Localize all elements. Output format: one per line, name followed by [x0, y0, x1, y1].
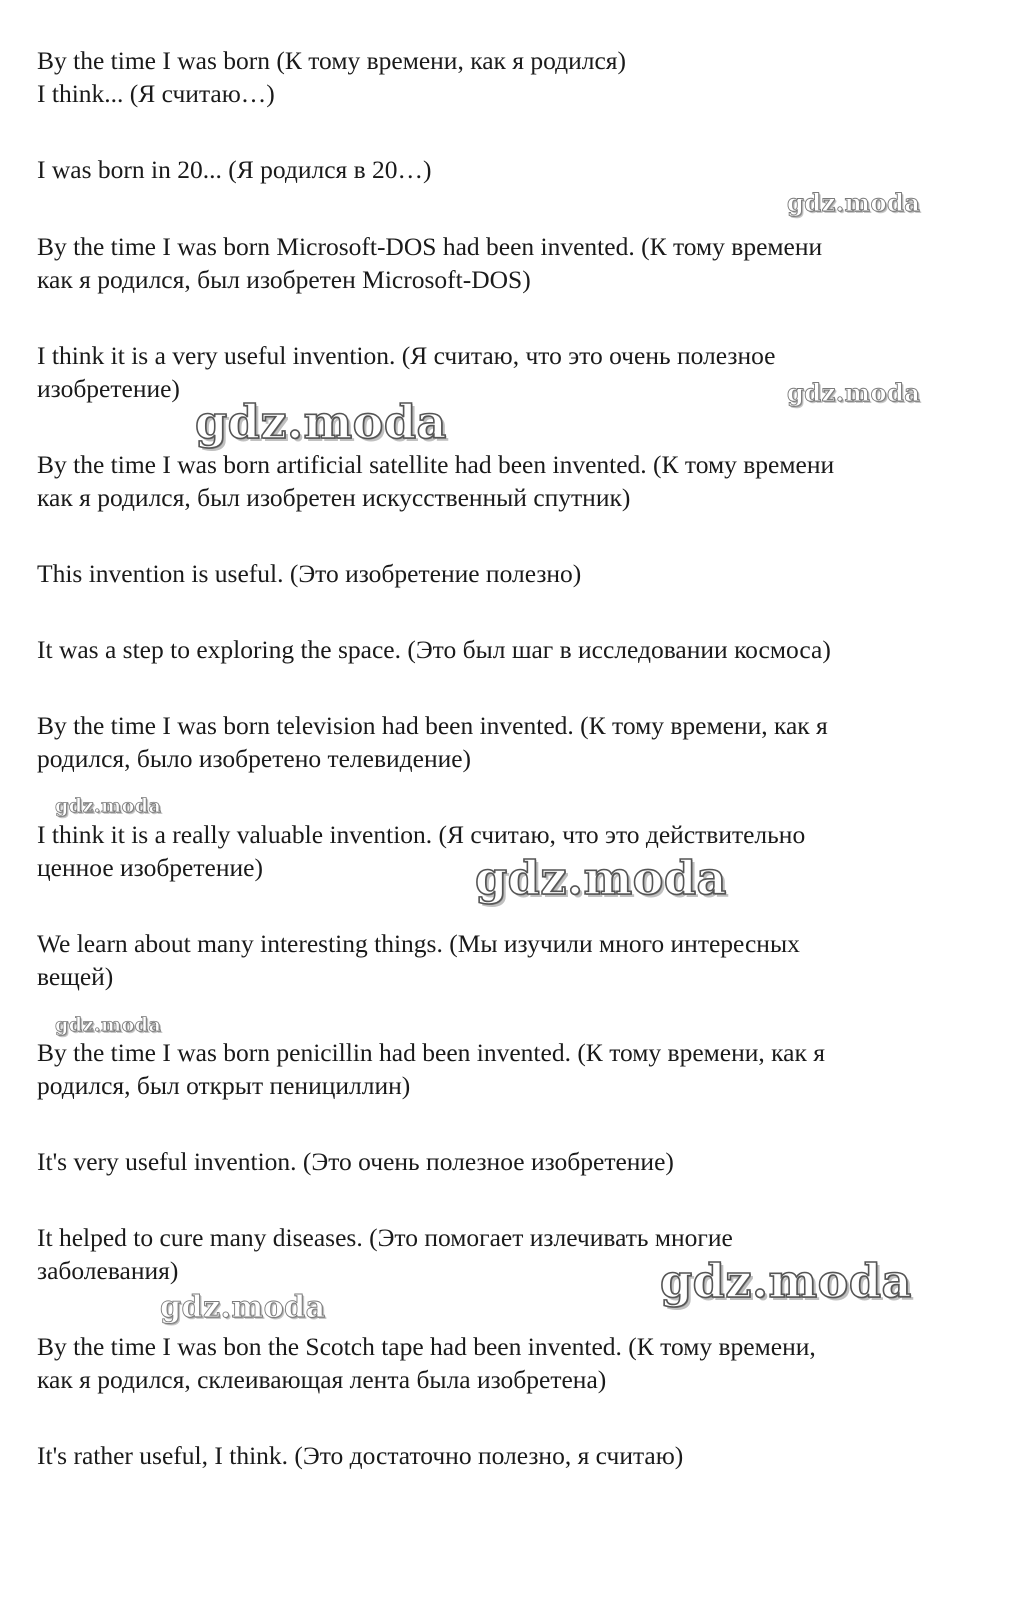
paragraph-line: как я родился, был изобретен Microsoft-DOS) — [37, 264, 531, 294]
paragraph-line: By the time I was born Microsoft-DOS had been invented. (К тому времени — [37, 232, 823, 261]
paragraph-line: It was a step to exploring the space. (Это был шаг в исследовании космоса) — [37, 635, 831, 664]
paragraph-line: родился, было изобретено телевидение) — [37, 743, 472, 773]
paragraph-line: как я родился, был изобретен искусственный спутник) — [37, 482, 631, 512]
paragraph-line: вещей) — [37, 961, 114, 991]
paragraph-line: I think it is a really valuable invention. (Я считаю, что это действительно — [37, 820, 806, 849]
paragraph-line: By the time I was born television had been invented. (К тому времени, как я — [37, 711, 828, 740]
watermark: gdz.moda — [55, 1014, 162, 1036]
paragraph-7 — [37, 634, 947, 667]
paragraph-line: как я родился, склеивающая лента была изобретена) — [37, 1364, 607, 1394]
paragraph-line: родился, был открыт пенициллин) — [37, 1070, 411, 1100]
paragraph-line: By the time I was born (К тому времени, как я родился) — [37, 46, 627, 75]
paragraph-line: By the time I was born artificial satellite had been invented. (К тому времени — [37, 450, 835, 479]
paragraph-11 — [37, 1037, 947, 1102]
paragraph-14 — [37, 1331, 947, 1396]
watermark: gdz.moda — [787, 378, 921, 407]
watermark: gdz.moda — [660, 1254, 912, 1308]
paragraph-5 — [37, 449, 947, 514]
paragraph-line: I was born in 20... (Я родился в 20…) — [37, 155, 432, 184]
paragraph-10 — [37, 928, 947, 993]
watermark: gdz.moda — [195, 395, 447, 449]
paragraph-line: I think it is a very useful invention. (Я считаю, что это очень полезное — [37, 341, 776, 370]
paragraph-line: изобретение) — [37, 373, 180, 403]
paragraph-line: It's very useful invention. (Это очень полезное изобретение) — [37, 1147, 674, 1176]
paragraph-15 — [37, 1440, 947, 1473]
paragraph-line: заболевания) — [37, 1255, 179, 1285]
watermark: gdz.moda — [160, 1290, 326, 1325]
paragraph-line: This invention is useful. (Это изобретение полезно) — [37, 559, 582, 588]
watermark: gdz.moda — [787, 188, 921, 217]
paragraph-2 — [37, 154, 947, 187]
paragraph-3 — [37, 231, 947, 296]
paragraph-6 — [37, 558, 947, 591]
paragraph-line: By the time I was bon the Scotch tape had been invented. (К тому времени, — [37, 1332, 816, 1361]
paragraph-line: It's rather useful, I think. (Это достаточно полезно, я считаю) — [37, 1441, 684, 1470]
paragraph-8 — [37, 710, 947, 775]
paragraph-line: By the time I was born penicillin had been invented. (К тому времени, как я — [37, 1038, 825, 1067]
paragraph-12 — [37, 1146, 947, 1179]
paragraph-1 — [37, 45, 947, 110]
paragraph-line: It helped to cure many diseases. (Это помогает излечивать многие — [37, 1223, 733, 1252]
watermark: gdz.moda — [55, 795, 162, 817]
paragraph-line: I think... (Я считаю…) — [37, 78, 275, 108]
watermark: gdz.moda — [475, 851, 727, 905]
paragraph-line: We learn about many interesting things. (Мы изучили много интересных — [37, 929, 800, 958]
paragraph-line: ценное изобретение) — [37, 852, 263, 882]
